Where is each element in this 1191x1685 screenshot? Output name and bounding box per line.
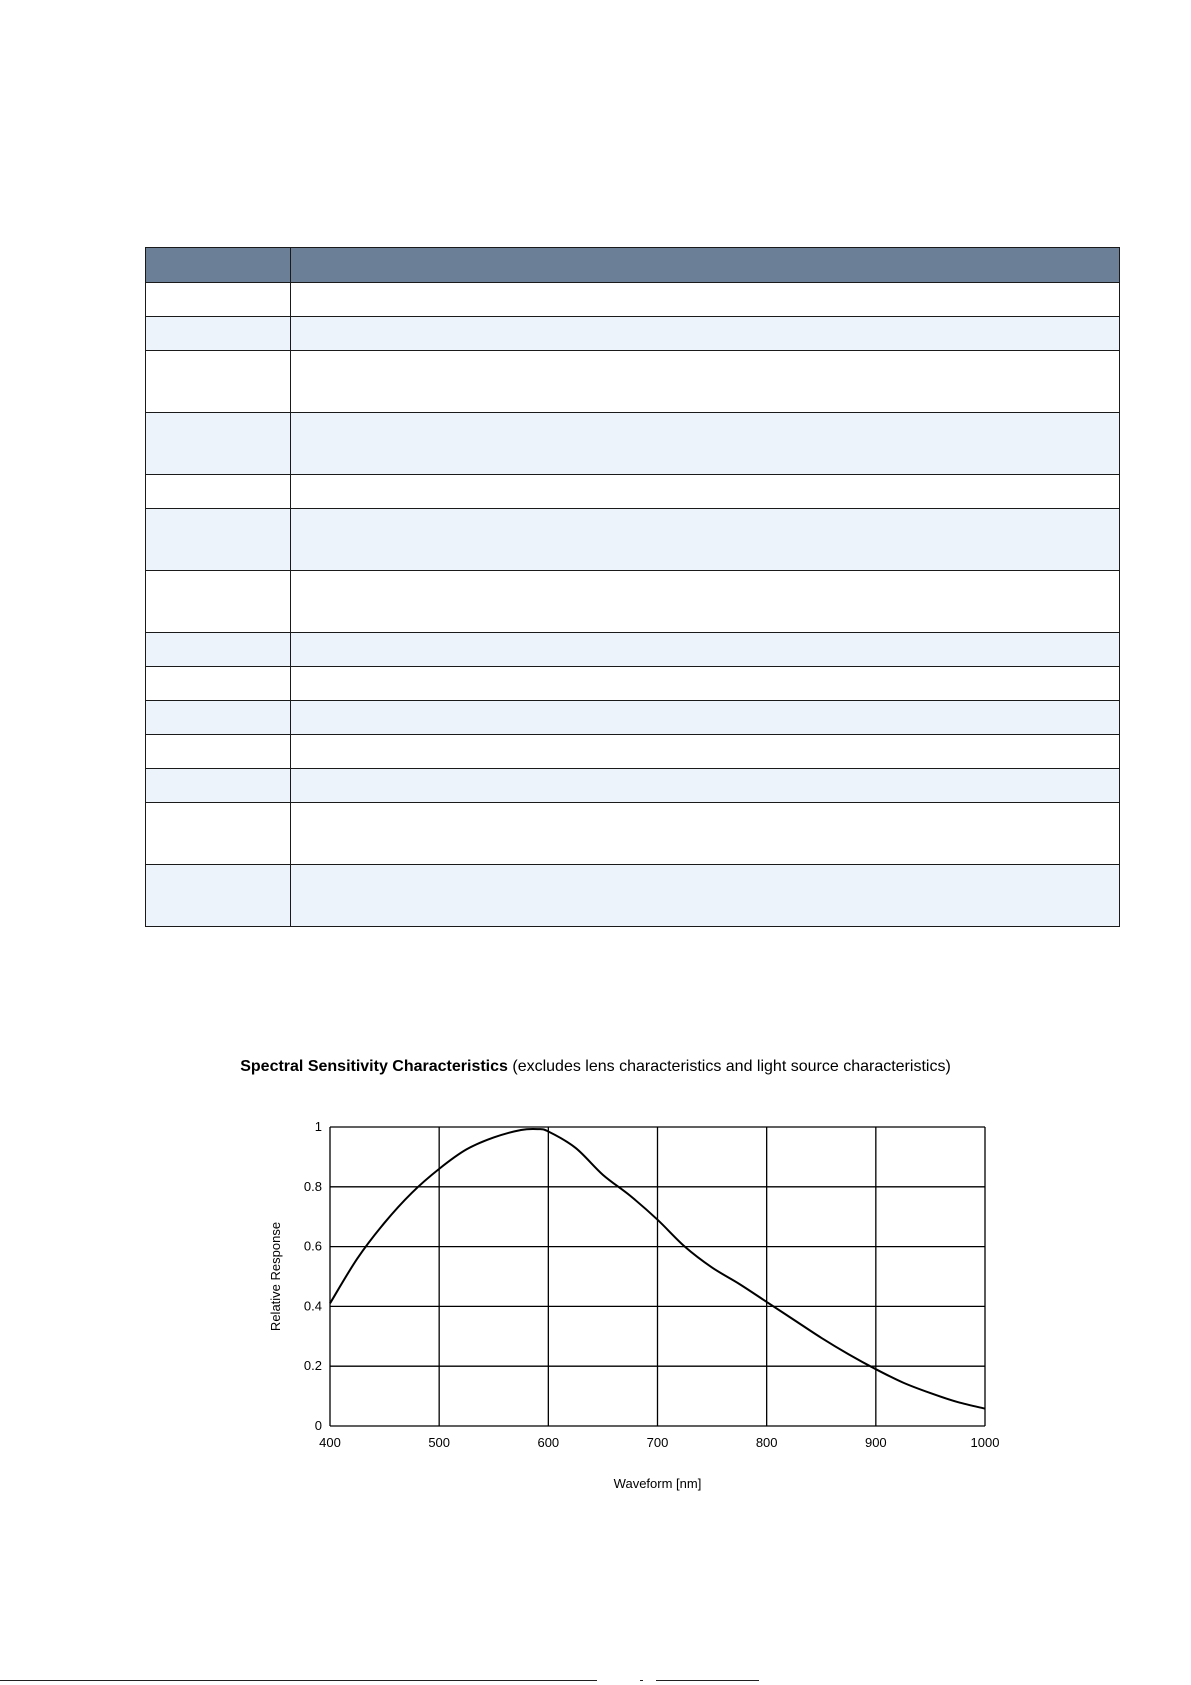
- spec-value-cell: [291, 803, 1120, 865]
- spec-label-cell: [146, 865, 291, 927]
- x-tick-label: 600: [537, 1435, 560, 1450]
- spec-table-row: [146, 633, 1120, 667]
- chart-ticks: [304, 1119, 1000, 1450]
- chart-title-rest: (excludes lens characteristics and light source characteristics): [507, 1058, 951, 1075]
- spec-value-cell: [291, 509, 1120, 571]
- spec-value-cell: [291, 283, 1120, 317]
- spec-table-row: [146, 701, 1120, 735]
- spec-label-cell: [146, 803, 291, 865]
- spec-table-row: [146, 509, 1120, 571]
- spec-table-row: [146, 475, 1120, 509]
- y-tick-label: 1: [314, 1119, 322, 1134]
- spec-label-cell: [146, 283, 291, 317]
- spec-value-cell: [291, 475, 1120, 509]
- spec-table-row: [146, 667, 1120, 701]
- spec-table-row: [146, 413, 1120, 475]
- spec-table-row: [146, 769, 1120, 803]
- spec-table-row: [146, 571, 1120, 633]
- chart-title-bold: Spectral Sensitivity Characteristics: [240, 1058, 508, 1075]
- spec-value-cell: [291, 769, 1120, 803]
- x-tick-label: 800: [755, 1435, 778, 1450]
- spec-table-row: [146, 283, 1120, 317]
- spec-label-cell: [146, 667, 291, 701]
- spec-value-cell: [291, 413, 1120, 475]
- spec-table-row: [146, 865, 1120, 927]
- spec-value-cell: [291, 571, 1120, 633]
- spec-table: [145, 247, 1120, 927]
- spec-label-cell: [146, 735, 291, 769]
- spec-label-cell: [146, 571, 291, 633]
- spec-value-cell: [291, 667, 1120, 701]
- footer-rule-right: [656, 1680, 759, 1681]
- spec-table-row: [146, 351, 1120, 413]
- chart-grid: [330, 1127, 985, 1426]
- spectral-sensitivity-chart: [255, 1100, 1015, 1500]
- x-tick-label: 400: [319, 1435, 341, 1450]
- spec-value-cell: [291, 351, 1120, 413]
- spec-label-cell: [146, 509, 291, 571]
- spec-table-row: [146, 735, 1120, 769]
- x-tick-label: 700: [646, 1435, 669, 1450]
- spec-label-cell: [146, 475, 291, 509]
- spec-value-cell: [291, 865, 1120, 927]
- spec-table-row: [146, 803, 1120, 865]
- x-tick-label: 500: [428, 1435, 451, 1450]
- spec-value-cell: [291, 317, 1120, 351]
- spec-table-header-cell: [291, 248, 1120, 283]
- spec-label-cell: [146, 769, 291, 803]
- chart-title: [0, 1058, 1191, 1076]
- x-tick-label: 1000: [970, 1435, 1000, 1450]
- y-tick-label: 0.2: [303, 1358, 322, 1374]
- y-tick-label: 0.6: [303, 1238, 322, 1254]
- spec-table-header-cell: [146, 248, 291, 283]
- x-axis-label: Waveform [nm]: [613, 1476, 702, 1491]
- y-axis-label: Relative Response: [268, 1221, 283, 1332]
- spec-value-cell: [291, 735, 1120, 769]
- y-tick-label: 0.8: [303, 1178, 322, 1194]
- y-tick-label: 0: [314, 1418, 322, 1433]
- spec-table-body: [146, 283, 1120, 927]
- spec-table-header-row: [146, 248, 1120, 283]
- spec-value-cell: [291, 701, 1120, 735]
- spec-label-cell: [146, 633, 291, 667]
- footer-rule-left: [0, 1680, 597, 1681]
- y-tick-label: 0.4: [303, 1298, 322, 1314]
- spec-label-cell: [146, 413, 291, 475]
- spec-label-cell: [146, 701, 291, 735]
- footer-rule-mark: [640, 1680, 643, 1681]
- spec-label-cell: [146, 351, 291, 413]
- x-tick-label: 900: [864, 1435, 887, 1450]
- spec-table-row: [146, 317, 1120, 351]
- spec-label-cell: [146, 317, 291, 351]
- spec-value-cell: [291, 633, 1120, 667]
